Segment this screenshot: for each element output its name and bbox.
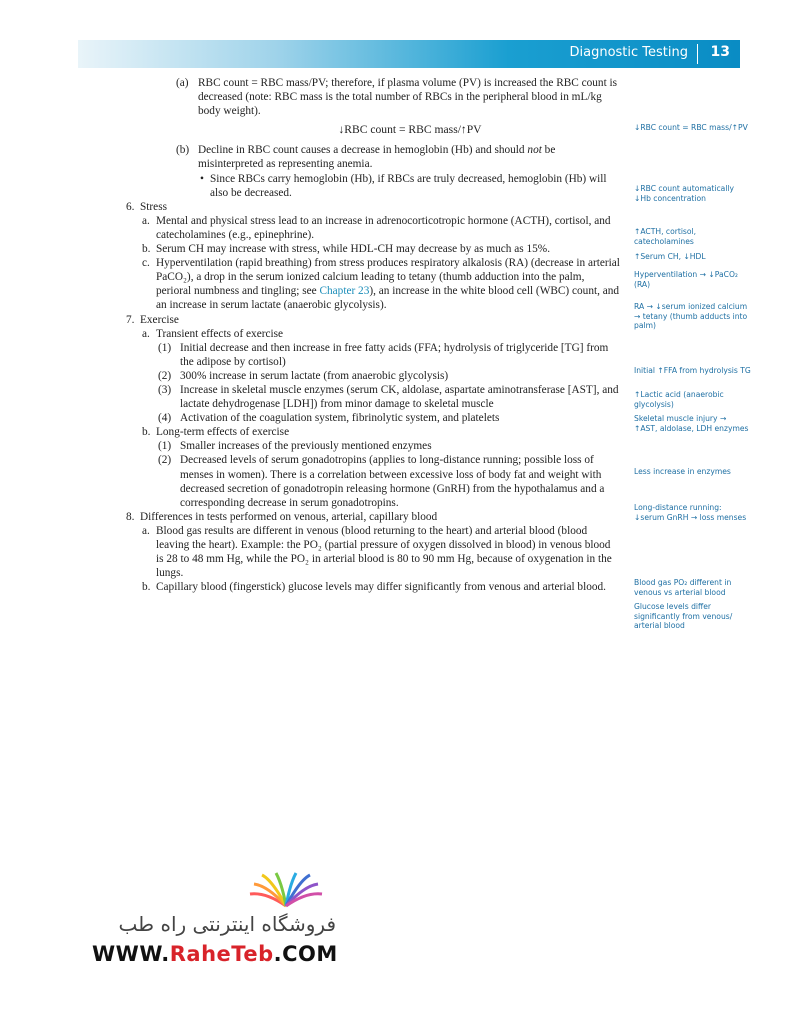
- subitem-label: (3): [158, 383, 172, 396]
- item-7b: [110, 425, 620, 439]
- item-number: 6.: [126, 200, 135, 213]
- long-term-effects-list: [110, 439, 620, 509]
- book-logo-icon: [246, 872, 326, 910]
- margin-note: Long-distance running: ↓serum GnRH → loss menses: [634, 503, 747, 522]
- item-label: b.: [142, 426, 151, 439]
- subitem-text: Decreased levels of serum gonadotropins (applies to long-distance running; possible loss of menses in women). There is a correlation between excessive loss of body fat and weight with decreased secretion of gonadotropin releasing hormone (GnRH) from the hypothalamus and a corresponding decrease in serum gonadotropins.: [180, 454, 605, 509]
- item-6c: [110, 256, 620, 312]
- store-name-persian: فروشگاه اینترنتی راه طب: [118, 912, 336, 936]
- transient-effects-list: [110, 341, 620, 426]
- item-text: Long-term effects of exercise: [156, 426, 290, 439]
- numbered-subitem: [110, 369, 620, 383]
- numbered-subitem: [110, 411, 620, 425]
- store-brand: RaheTeb: [169, 942, 274, 966]
- subitem-text: Initial decrease and then increase in free fatty acids (FFA; hydrolysis of triglyceride [TG] from the adipose by cortisol): [180, 341, 609, 368]
- item-label: b.: [142, 243, 151, 256]
- item-label: a.: [142, 327, 150, 340]
- margin-note: Glucose levels differ significantly from venous/ arterial blood: [634, 602, 733, 631]
- subitem-label: (1): [158, 341, 172, 354]
- item-label: b.: [142, 581, 151, 594]
- margin-note: Blood gas PO₂ different in venous vs arterial blood: [634, 578, 732, 597]
- margin-note: ↑Lactic acid (anaerobic glycolysis): [634, 390, 724, 409]
- margin-note: ↑ACTH, cortisol, catecholamines: [634, 227, 697, 246]
- subitem-a: [110, 76, 620, 118]
- margin-note: Skeletal muscle injury → ↑AST, aldolase, LDH enzymes: [634, 414, 749, 433]
- item-text: Blood gas results are different in venous (blood returning to the heart) and arterial blood (blood leaving the heart). Example: the PO₂ (partial pressure of oxygen dissolved in blood) in venous blood is 28 to 48 mm Hg, while the PO₂ in arterial blood is 80 to 90 mm Hg, because of oxygenation in the lungs.: [156, 524, 612, 580]
- item-7a: [110, 327, 620, 341]
- item-number: 7.: [126, 313, 135, 326]
- subitem-label: (4): [158, 412, 172, 425]
- subitem-label: (2): [158, 369, 172, 382]
- item-title: Differences in tests performed on venous, arterial, capillary blood: [140, 510, 438, 523]
- subitem-text: Smaller increases of the previously mentioned enzymes: [180, 440, 432, 453]
- subitem-label: (a): [176, 77, 189, 89]
- item-text: Serum CH may increase with stress, while HDL-CH may decrease by as much as 15%.: [156, 243, 551, 256]
- chapter-link[interactable]: Chapter 23: [319, 285, 370, 298]
- subitem-text: RBC count = RBC mass/PV; therefore, if plasma volume (PV) is increased the RBC count is decreased (note: RBC mass is the total number of RBCs in the peripheral blood in mL/kg body weight).: [198, 77, 618, 118]
- numbered-subitem: [110, 383, 620, 411]
- numbered-subitem: [110, 453, 620, 509]
- bullet-mark: •: [200, 172, 204, 185]
- subitem-b: [110, 143, 620, 171]
- margin-note: Hyperventilation → ↓PaCO₂ (RA): [634, 270, 738, 289]
- numbered-subitem: [110, 341, 620, 369]
- item-text: Mental and physical stress lead to an increase in adrenocorticotropic hormone (ACTH), cortisol, and catecholamines (e.g., epinephrine).: [156, 214, 611, 241]
- item-6b: [110, 242, 620, 256]
- subitem-label: (2): [158, 454, 172, 467]
- item-number: 8.: [126, 510, 135, 523]
- item-label: a.: [142, 214, 150, 227]
- item-title: Exercise: [140, 313, 179, 326]
- numbered-subitem: [110, 439, 620, 453]
- bullet-text: Since RBCs carry hemoglobin (Hb), if RBCs are truly decreased, hemoglobin (Hb) will also be decreased.: [210, 172, 607, 199]
- subitem-text: 300% increase in serum lactate (from anaerobic glycolysis): [180, 369, 449, 382]
- subitem-text: Increase in skeletal muscle enzymes (serum CK, aldolase, aspartate aminotransferase [AST], and lactate dehydrogenase [LDH]) from minor damage to skeletal muscle: [180, 383, 619, 411]
- store-url: WWW.RaheTeb.COM: [92, 942, 338, 966]
- subitem-label: (b): [176, 144, 190, 157]
- header-divider: [697, 44, 698, 64]
- item-6-heading: [110, 200, 620, 214]
- margin-note: ↓RBC count automatically ↓Hb concentration: [634, 184, 735, 203]
- formula: ↓RBC count = RBC mass/↑PV: [338, 123, 482, 137]
- item-label: c.: [142, 257, 150, 270]
- item-text: Capillary blood (fingerstick) glucose levels may differ significantly from venous and arterial blood.: [156, 581, 606, 594]
- running-title: Diagnostic Testing: [569, 45, 688, 60]
- margin-note: Initial ↑FFA from hydrolysis TG: [634, 366, 751, 375]
- item-6a: [110, 214, 620, 242]
- item-8a: [110, 524, 620, 580]
- item-7-heading: [110, 313, 620, 327]
- subitem-text: Activation of the coagulation system, fibrinolytic system, and platelets: [180, 412, 500, 425]
- item-8b: [110, 580, 620, 594]
- margin-note: ↓RBC count = RBC mass/↑PV: [634, 123, 748, 132]
- page-number: 13: [710, 44, 730, 60]
- subitem-text: Decline in RBC count causes a decrease in hemoglobin (Hb) and should not be misinterpreted as representing anemia.: [198, 144, 556, 171]
- emphasis: not: [527, 144, 542, 157]
- bullet-item: [110, 172, 620, 200]
- margin-note: RA → ↓serum ionized calcium → tetany (thumb adducts into palm): [634, 302, 748, 331]
- page-header: [78, 40, 740, 68]
- main-text: [110, 76, 620, 594]
- item-label: a.: [142, 524, 150, 537]
- item-text: Transient effects of exercise: [156, 327, 284, 340]
- margin-note: ↑Serum CH, ↓HDL: [634, 252, 706, 261]
- margin-note: Less increase in enzymes: [634, 467, 731, 476]
- item-text: Hyperventilation (rapid breathing) from stress produces respiratory alkalosis (RA) (decrease in arterial PaCO₂), a drop in the serum ionized calcium leading to tetany (thumb adduction into the palm, perioral numbness and tingling; see Chapter 23), an increase in the white blood cell (WBC) count, and an increase in serum lactate (anaerobic glycolysis).: [156, 257, 620, 312]
- item-title: Stress: [140, 200, 167, 213]
- subitem-label: (1): [158, 440, 172, 453]
- item-8-heading: [110, 510, 620, 524]
